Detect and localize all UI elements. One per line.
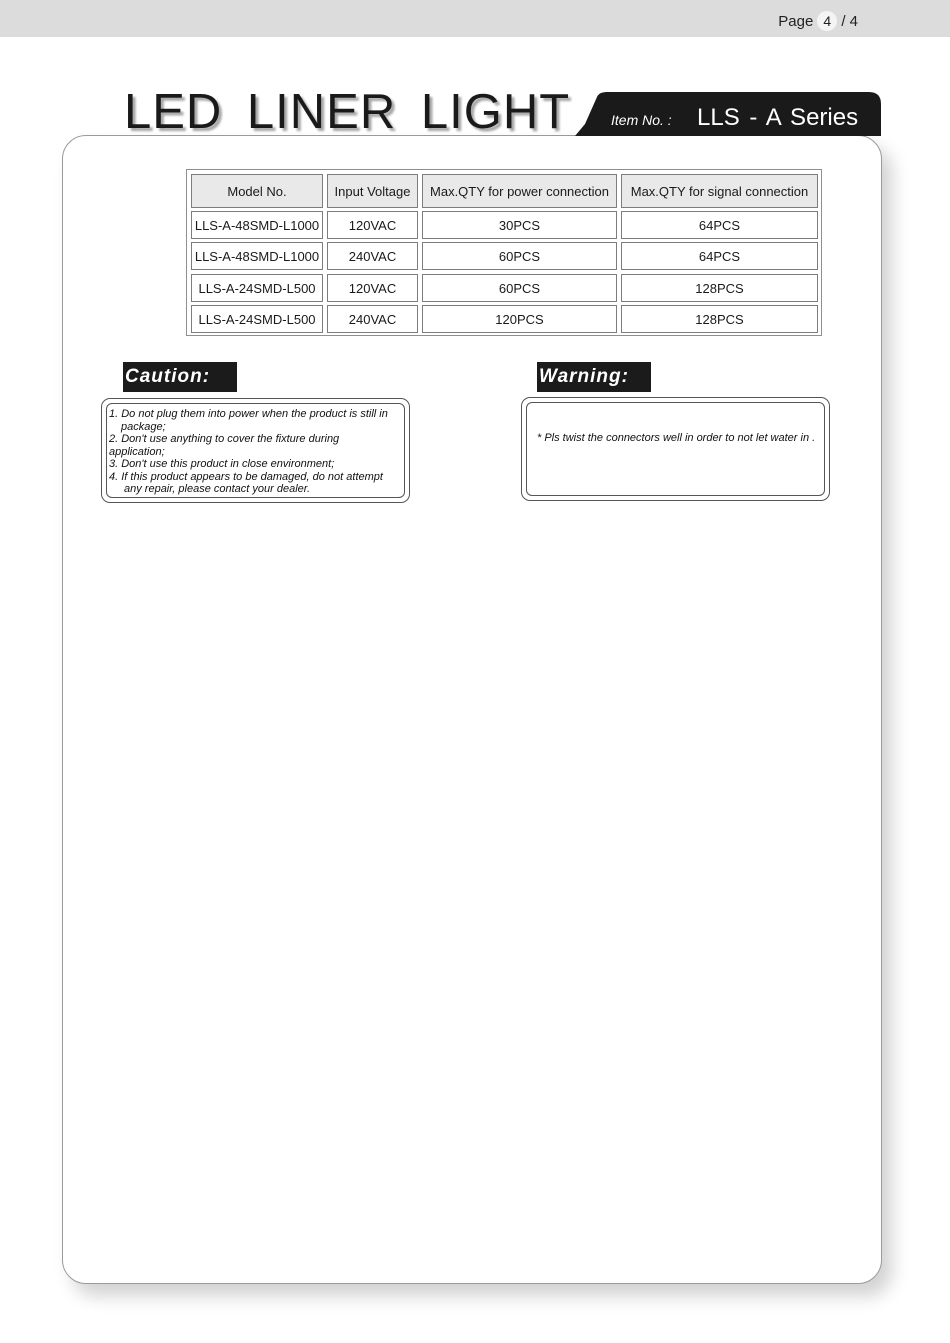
table-cell: 240VAC: [327, 242, 418, 270]
table-header-model: Model No.: [191, 174, 323, 208]
table-cell: LLS-A-48SMD-L1000: [191, 211, 323, 239]
caution-line: 4. If this product appears to be damaged, do not attempt: [109, 470, 383, 483]
top-bar: [0, 0, 950, 37]
table-cell: LLS-A-24SMD-L500: [191, 305, 323, 333]
table-header-voltage: Input Voltage: [327, 174, 418, 208]
warning-box: [521, 397, 830, 501]
table-cell: 240VAC: [327, 305, 418, 333]
item-number-tab: [575, 92, 881, 136]
table-cell: 60PCS: [422, 242, 617, 270]
page-number-current: 4: [817, 11, 837, 31]
warning-text: * Pls twist the connectors well in order to not let water in .: [537, 432, 816, 444]
caution-line: 3. Don't use this product in close environment;: [109, 458, 335, 470]
caution-line: 2. Don't use anything to cover the fixture during: [109, 433, 340, 445]
table-header-power-qty: Max.QTY for power connection: [422, 174, 617, 208]
page-number-total: / 4: [841, 12, 858, 30]
caution-text: [109, 408, 405, 496]
table-cell: 128PCS: [621, 305, 818, 333]
page-indicator: [778, 11, 858, 31]
item-number-label: Item No. :: [611, 112, 672, 128]
table-cell: 64PCS: [621, 242, 818, 270]
table-cell: 120VAC: [327, 211, 418, 239]
table-cell: LLS-A-48SMD-L1000: [191, 242, 323, 270]
table-cell: 60PCS: [422, 274, 617, 302]
item-number-value: LLS - A Series: [697, 104, 859, 131]
table-cell: LLS-A-24SMD-L500: [191, 274, 323, 302]
table-header-signal-qty: Max.QTY for signal connection: [621, 174, 818, 208]
page-title: LED LINER LIGHT: [124, 85, 571, 139]
warning-label: Warning:: [537, 362, 651, 392]
caution-line: package;: [121, 420, 166, 433]
table-cell: 64PCS: [621, 211, 818, 239]
caution-line: any repair, please contact your dealer.: [124, 483, 311, 495]
table-cell: 128PCS: [621, 274, 818, 302]
caution-line: 1. Do not plug them into power when the product is still in: [109, 408, 388, 420]
table-cell: 30PCS: [422, 211, 617, 239]
table-cell: 120PCS: [422, 305, 617, 333]
page-label: Page: [778, 12, 814, 30]
caution-label: Caution:: [123, 362, 237, 392]
caution-line: application;: [109, 445, 165, 458]
table-cell: 120VAC: [327, 274, 418, 302]
